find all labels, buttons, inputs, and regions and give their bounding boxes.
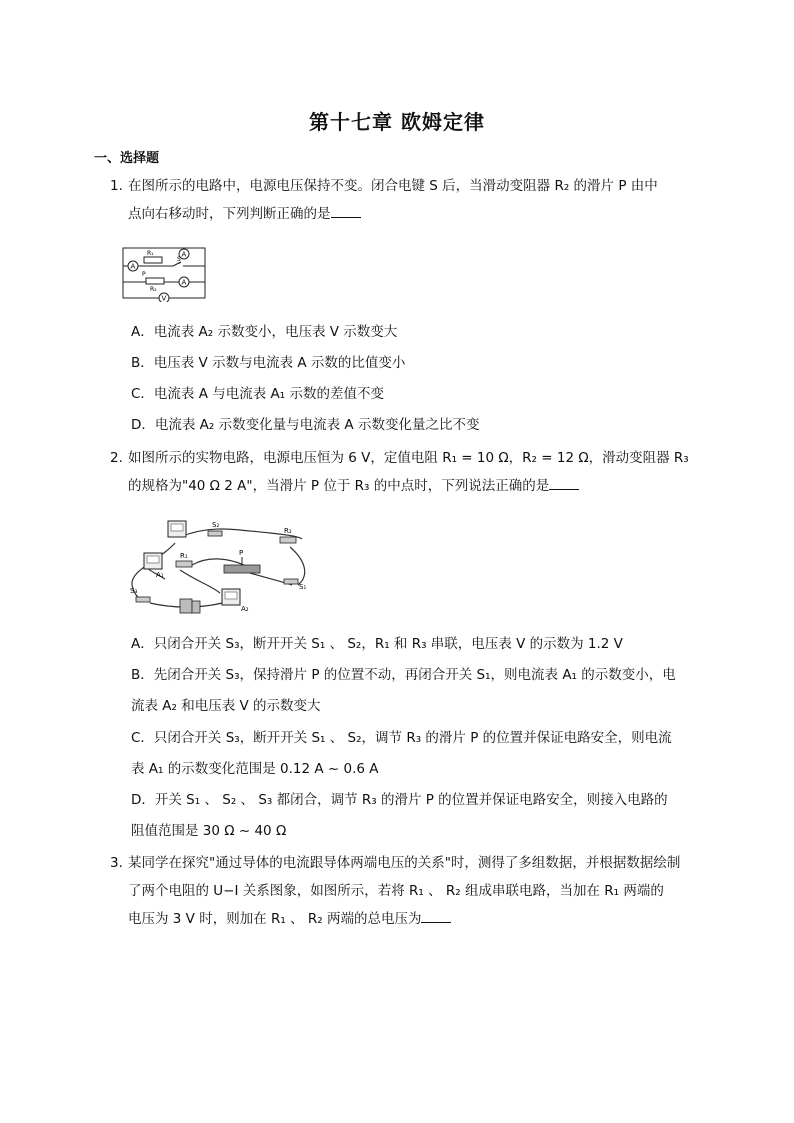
question-3 [110,849,700,933]
answer-blank [549,475,579,490]
answer-blank [421,908,451,923]
r2-label: R₂ [150,286,157,293]
switch-icon [136,597,150,602]
physical-circuit-diagram-2 [120,515,320,615]
resistor-r1 [176,561,192,567]
s2-label: S₂ [212,521,220,529]
section-heading: 一、选择题 [94,151,160,166]
a2-label: A₂ [241,605,249,613]
question-number: 3. [110,855,123,871]
option-1b: B．电压表 V 示数与电流表 A 示数的比值变小 [131,355,406,371]
option-2b-line2: 流表 A₂ 和电压表 V 的示数变大 [131,698,321,714]
voltmeter-label: V [161,294,167,302]
question-text-line: 电压为 3 V 时，则加在 R₁ 、 R₂ 两端的总电压为 [128,911,422,927]
option-1a: A．电流表 A₂ 示数变小，电压表 V 示数变大 [131,324,398,340]
option-2c-line2: 表 A₁ 的示数变化范围是 0.12 A ~ 0.6 A [131,761,379,777]
resistor-r2 [146,278,164,284]
question-text-line: 某同学在探究"通过导体的电流跟导体两端电压的关系"时，测得了多组数据，并根据数据绘制 [128,855,681,871]
r1-label: R₁ [180,552,188,560]
option-2c-line1: C．只闭合开关 S₃，断开开关 S₁ 、 S₂，调节 R₃ 的滑片 P 的位置并保证电路安全，则电流 [131,730,672,746]
option-1d: D．电流表 A₂ 示数变化量与电流表 A 示数变化量之比不变 [131,417,480,433]
switch-label: S [177,256,181,263]
question-number: 1. [110,178,123,194]
rheostat-r3 [224,565,260,573]
page-title: 第十七章 欧姆定律 [309,110,485,134]
p-label: P [239,549,244,557]
ammeter-label: A [181,250,187,259]
question-1 [110,172,700,228]
question-text-line: 点向右移动时，下列判断正确的是 [128,206,331,222]
s1-label: S₁ [299,583,307,591]
option-1c: C．电流表 A 与电流表 A₁ 示数的差值不变 [131,386,384,402]
a1-label: A₁ [156,571,164,579]
answer-blank [331,203,361,218]
slider-label: P [142,271,146,278]
option-2b-line1: B．先闭合开关 S₃，保持滑片 P 的位置不动，再闭合开关 S₁，则电流表 A₁ 的示数变小，电 [131,667,676,683]
resistor-r1 [144,257,162,263]
switch-icon [208,531,222,536]
ammeter-label: A [181,278,187,287]
question-number: 2. [110,450,123,466]
option-2d-line1: D．开关 S₁ 、 S₂ 、 S₃ 都闭合，调节 R₃ 的滑片 P 的位置并保证电路安全，则接入电路的 [131,792,668,808]
option-2d-line2: 阻值范围是 30 Ω ~ 40 Ω [131,823,287,839]
question-text-line: 如图所示的实物电路，电源电压恒为 6 V，定值电阻 R₁ = 10 Ω，R₂ = 12 Ω，滑动变阻器 R₃ [128,450,689,466]
r2-label: R₂ [284,527,292,535]
option-2a: A．只闭合开关 S₃，断开开关 S₁ 、 S₂，R₁ 和 R₃ 串联，电压表 V 的示数为 1.2 V [131,636,623,652]
s3-label: S₃ [130,587,138,595]
ammeter-label: A [130,262,136,271]
switch-icon [284,579,298,584]
question-text-line: 了两个电阻的 U−I 关系图象，如图所示，若将 R₁ 、 R₂ 组成串联电路，当加在 R₁ 两端的 [128,883,664,899]
question-text-line: 的规格为"40 Ω 2 A"，当滑片 P 位于 R₃ 的中点时，下列说法正确的是 [128,478,550,494]
resistor-r2 [280,537,296,543]
r1-label: R₁ [147,250,154,257]
question-2 [110,444,700,500]
question-text-line: 在图所示的电路中，电源电压保持不变。闭合电键 S 后，当滑动变阻器 R₂ 的滑片 P 由中 [128,178,658,194]
circuit-diagram-1 [120,244,210,302]
battery-icon [180,599,192,613]
